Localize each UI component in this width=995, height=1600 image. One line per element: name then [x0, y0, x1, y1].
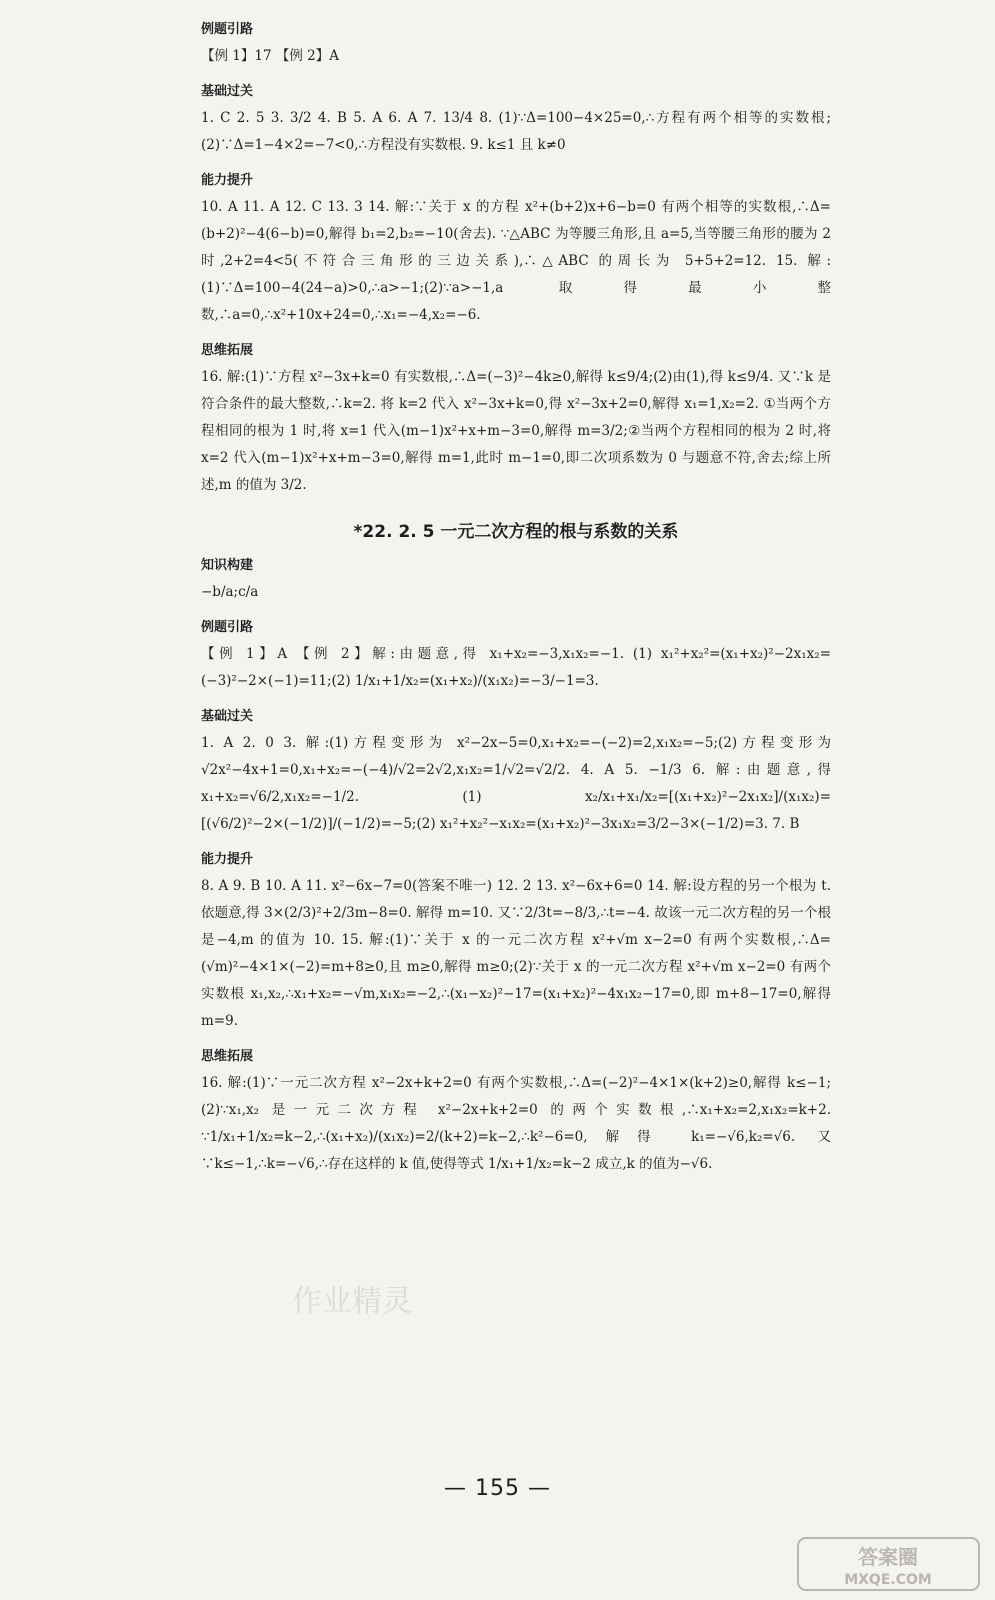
- heading-basic-2: 基础过关: [201, 709, 254, 724]
- ability-answers-2: 8. A 9. B 10. A 11. x²−6x−7=0(答案不唯一) 12. 2 13. x²−6x+6=0 14. 解:设方程的另一个根为 t. 依题意,得 3×(2/3)²+2/3m−8=0. 解得 m=10. 又∵2/3t=−8/3,∴t=−4. 故该一元二次方程的另一个根是−4,m 的值为 10. 15. 解:(1)∵关于 x 的一元二次方程 x²+√m x−2=0 有两个实数根,∴Δ=(√m)²−4×1×(−2)=m+8≥0,且 m≥0,解得 m≥0;(2)∵关于 x 的一元二次方程 x²+√m x−2=0 有两个实数根 x₁,x₂,∴x₁+x₂=−√m,x₁x₂=−2,∴(x₁−x₂)²−17=(x₁+x₂)²−4x₁x₂−17=0,即 m+8−17=0,解得 m=9.: [201, 878, 831, 1029]
- watermark-logo-icon: [796, 1536, 981, 1592]
- thinking-answers-2: 16. 解:(1)∵一元二次方程 x²−2x+k+2=0 有两个实数根,∴Δ=(−2)²−4×1×(k+2)≥0,解得 k≤−1;(2)∵x₁,x₂ 是一元二次方程 x²−2x+k+2=0 的两个实数根,∴x₁+x₂=2,x₁x₂=k+2. ∵1/x₁+1/x₂=k−2,∴(x₁+x₂)/(x₁x₂)=2/(k+2)=k−2,∴k²−6=0,解得 k₁=−√6,k₂=√6. 又∵k≤−1,∴k=−√6,∴存在这样的 k 值,使得等式 1/x₁+1/x₂=k−2 成立,k 的值为−√6.: [201, 1075, 831, 1172]
- heading-thinking: 思维拓展: [201, 343, 254, 358]
- page-number: — 155 —: [444, 1476, 551, 1501]
- section-title: *22. 2. 5 一元二次方程的根与系数的关系: [353, 522, 679, 542]
- heading-knowledge: 知识构建: [201, 558, 254, 573]
- example-answers-2: 【例 1】A 【例 2】解:由题意,得 x₁+x₂=−3,x₁x₂=−1. (1) x₁²+x₂²=(x₁+x₂)²−2x₁x₂=(−3)²−2×(−1)=11;(2) 1/x₁+1/x₂=(x₁+x₂)/(x₁x₂)=−3/−1=3.: [201, 646, 831, 689]
- heading-ability: 能力提升: [201, 173, 254, 188]
- example-answers: 【例 1】17 【例 2】A: [201, 48, 339, 64]
- heading-ability-2: 能力提升: [201, 852, 254, 867]
- knowledge-answers: −b/a;c/a: [201, 584, 259, 600]
- heading-basic: 基础过关: [201, 84, 254, 99]
- thinking-answers: 16. 解:(1)∵方程 x²−3x+k=0 有实数根,∴Δ=(−3)²−4k≥0,解得 k≤9/4;(2)由(1),得 k≤9/4. 又∵k 是符合条件的最大整数,∴k=2. 将 k=2 代入 x²−3x+k=0,得 x²−3x+2=0,解得 x₁=1,x₂=2. ①当两个方程相同的根为 1 时,将 x=1 代入(m−1)x²+x+m−3=0,解得 m=3/2;②当两个方程相同的根为 2 时,将 x=2 代入(m−1)x²+x+m−3=0,解得 m=1,此时 m−1=0,即二次项系数为 0 与题意不符,舍去;综上所述,m 的值为 3/2.: [201, 369, 831, 493]
- heading-thinking-2: 思维拓展: [201, 1049, 254, 1064]
- content-column: [201, 8, 831, 1182]
- basic-answers-2: 1. A 2. 0 3. 解:(1)方程变形为 x²−2x−5=0,x₁+x₂=−(−2)=2,x₁x₂=−5;(2)方程变形为 √2x²−4x+1=0,x₁+x₂=−(−4)/√2=2√2,x₁x₂=1/√2=√2/2. 4. A 5. −1/3 6. 解:由题意,得 x₁+x₂=√6/2,x₁x₂=−1/2. (1) x₂/x₁+x₁/x₂=[(x₁+x₂)²−2x₁x₂]/(x₁x₂)=[(√6/2)²−2×(−1/2)]/(−1/2)=−5;(2) x₁²+x₂²−x₁x₂=(x₁+x₂)²−3x₁x₂=3/2−3×(−1/2)=3. 7. B: [201, 735, 831, 832]
- watermark-logo-text: 答案圈: [858, 1545, 918, 1569]
- ability-answers: 10. A 11. A 12. C 13. 3 14. 解:∵关于 x 的方程 x²+(b+2)x+6−b=0 有两个相等的实数根,∴Δ=(b+2)²−4(6−b)=0,解得 b₁=2,b₂=−10(舍去). ∵△ABC 为等腰三角形,且 a=5,当等腰三角形的腰为 2 时,2+2=4<5(不符合三角形的三边关系),∴△ABC 的周长为 5+5+2=12. 15. 解:(1)∵Δ=100−4(24−a)>0,∴a>−1;(2)∵a>−1,a 取得最小整数,∴a=0,∴x²+10x+24=0,∴x₁=−4,x₂=−6.: [201, 199, 831, 323]
- watermark-site-text: MXQE.COM: [844, 1572, 932, 1588]
- heading-example-2: 例题引路: [201, 620, 254, 635]
- watermark-text: 作业精灵: [292, 1284, 412, 1319]
- heading-example: 例题引路: [201, 22, 254, 37]
- basic-answers: 1. C 2. 5 3. 3/2 4. B 5. A 6. A 7. 13/4 8. (1)∵Δ=100−4×25=0,∴方程有两个相等的实数根;(2)∵Δ=1−4×2=−7<0,∴方程没有实数根. 9. k≤1 且 k≠0: [201, 110, 831, 153]
